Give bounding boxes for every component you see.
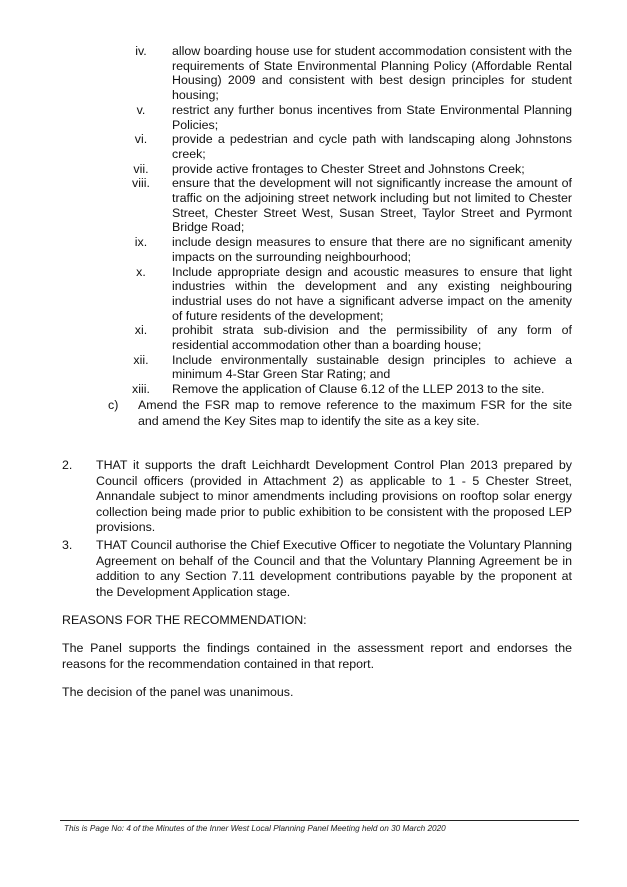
list-item — [110, 323, 572, 352]
list-item — [110, 44, 572, 103]
decision-paragraph: The decision of the panel was unanimous. — [62, 685, 294, 699]
sub-item-label: c) — [108, 398, 119, 412]
list-numeral: x. — [136, 264, 146, 279]
item-number: 3. — [62, 538, 73, 552]
list-numeral: vii. — [133, 161, 149, 176]
list-item — [110, 382, 572, 397]
sub-item-text: Amend the FSR map to remove reference to the maximum FSR for the site and amend the Key Sites map to identify the site as a key site. — [138, 398, 572, 428]
list-text: provide a pedestrian and cycle path with landscaping along Johnstons creek; — [172, 132, 572, 161]
list-numeral: xi. — [134, 323, 148, 338]
list-numeral: vi. — [134, 132, 148, 147]
list-numeral: iv. — [135, 44, 147, 58]
item-text: THAT Council authorise the Chief Executive Officer to negotiate the Voluntary Planning Agreement on behalf of the Council and that the Voluntary Planning Agreement be in addition to any Section 7.11 development contributions payable by the proponent at the Development Application stage. — [96, 538, 572, 599]
list-numeral: viii. — [132, 176, 150, 191]
list-text: ensure that the development will not significantly increase the amount of traffic on the adjoining street network including but not limited to Chester Street, Chester Street West, Susan Street, Taylor Street and Pyrmont Bridge Road; — [172, 176, 572, 235]
list-item — [110, 103, 572, 132]
list-numeral: xiii. — [132, 382, 150, 397]
list-text: Include appropriate design and acoustic measures to ensure that light industries within the development and any existing neighbouring industrial uses do not have a significant adverse impact on the amenity of future residents of the development; — [172, 264, 572, 323]
list-text: restrict any further bonus incentives from State Environmental Planning Policies; — [172, 102, 572, 132]
list-item — [110, 235, 572, 264]
list-text: provide active frontages to Chester Street and Johnstons Creek; — [172, 161, 525, 176]
list-item — [110, 265, 572, 324]
list-text: allow boarding house use for student accommodation consistent with the requirements of State Environmental Planning Policy (Affordable Rental Housing) 2009 and consistent with best design principles for student housing; — [172, 44, 572, 103]
list-text: prohibit strata sub-division and the permissibility of any form of residential accommodation other than a boarding house; — [172, 323, 572, 353]
numbered-item-3 — [62, 538, 572, 600]
list-text: Include environmentally sustainable design principles to achieve a minimum 4-Star Green Star Rating; and — [172, 352, 572, 382]
roman-numeral-list — [110, 44, 572, 397]
list-item — [110, 132, 572, 161]
list-text: include design measures to ensure that there are no significant amenity impacts on the surrounding neighbourhood; — [172, 235, 572, 264]
item-number: 2. — [62, 458, 73, 472]
numbered-item-2 — [62, 458, 572, 536]
list-numeral: v. — [136, 102, 146, 117]
list-item — [110, 162, 572, 177]
list-item — [110, 176, 572, 235]
page-footer: This is Page No: 4 of the Minutes of the Inner West Local Planning Panel Meeting held on 30 March 2020 — [64, 824, 446, 833]
footer-rule — [60, 820, 579, 821]
item-text: THAT it supports the draft Leichhardt Development Control Plan 2013 prepared by Council officers (provided in Attachment 2) as applicable to 1 - 5 Chester Street, Annandale subject to minor amendments including provisions on rooftop solar energy collection being made prior to public exhibition to be consistent with the proposed LEP provisions. — [96, 458, 572, 534]
sub-item-c — [108, 398, 572, 429]
list-item — [110, 353, 572, 382]
list-numeral: ix. — [134, 235, 148, 250]
reasons-heading: REASONS FOR THE RECOMMENDATION: — [62, 613, 307, 627]
list-numeral: xii. — [133, 352, 149, 367]
list-text: Remove the application of Clause 6.12 of the LLEP 2013 to the site. — [172, 382, 545, 397]
reasons-paragraph: The Panel supports the findings contained in the assessment report and endorses the reasons for the recommendation contained in that report. — [62, 641, 572, 671]
